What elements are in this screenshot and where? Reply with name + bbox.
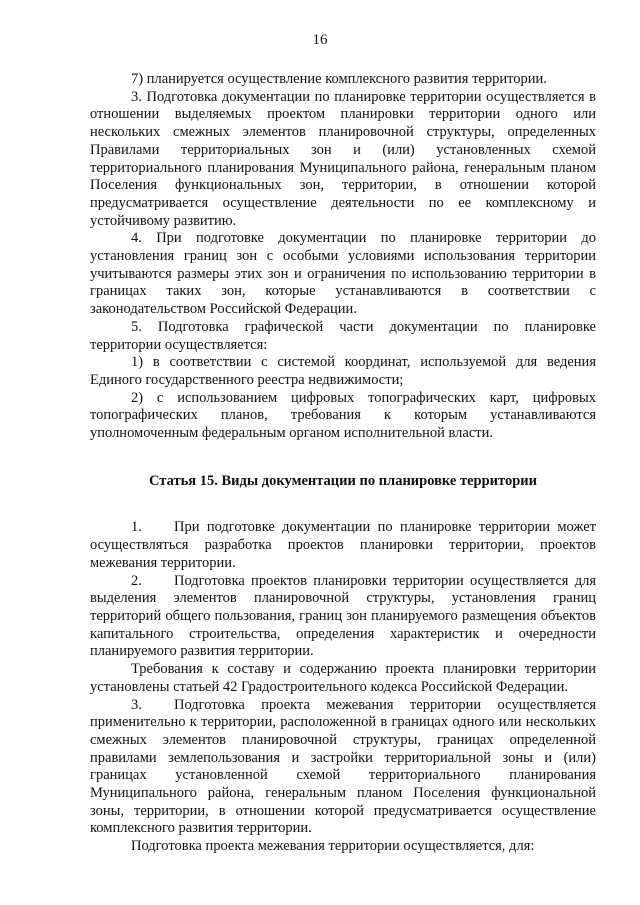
paragraph: 7) планируется осуществление комплексного развития территории. [131, 71, 547, 87]
paragraph: Подготовка проекта межевания территории осуществляется, для: [131, 838, 535, 855]
item-text: При подготовке документации по планировке территории может осуществляться разработка проектов планировки территории, проектов межевания территории. [90, 519, 596, 571]
page-number: 16 [312, 32, 328, 48]
numbered-paragraph [90, 519, 596, 572]
item-number: 3. [131, 696, 142, 713]
paragraph: 5. Подготовка графической части документации по планировке территории осуществляется: [90, 318, 596, 353]
numbered-paragraph [90, 697, 596, 839]
paragraph: 1) в соответствии с системой координат, используемой для ведения Единого государственного реестра недвижимости; [90, 354, 596, 388]
item-number: 1. [131, 519, 142, 536]
page-content [90, 71, 596, 856]
paragraph: 4. При подготовке документации по планировке территории до установления границ зон с особыми условиями использования территории учитываются размеры этих зон и ограничения по использованию территории в границах таких зон, которые устанавливаются в соответствии с законодательством Российской Федерации. [90, 230, 596, 318]
numbered-paragraph [90, 573, 596, 662]
item-text: Подготовка проекта межевания территории осуществляется применительно к территории, расположенной в границах одного или нескольких смежных элементов планировочной структуры, границах определенной правилами землепользования и застройки территориальной зоны и (или) границах установленной схемой территориального планирования Муниципального района, генеральным планом Поселения функциональной зоны, территории, в отношении которой предусматривается осуществление комплексного развития территории. [90, 696, 596, 837]
paragraph: 2) с использованием цифровых топографических карт, цифровых топографических планов, требования к которым устанавливаются уполномоченным федеральным органом исполнительной власти. [90, 389, 596, 442]
article-heading: Статья 15. Виды документации по планировке территории [149, 472, 537, 489]
item-number: 2. [131, 572, 142, 589]
paragraph: 3. Подготовка документации по планировке территории осуществляется в отношении выделяемых проектом планировки территории одного или нескольких смежных элементов планировочной структуры, определенных Правилами территориальных зон и (или) установленных схемой территориального планирования Муниципального района, генеральным планом Поселения функциональных зон, территории, в отношении которой предусматривается осуществление деятельности по ее комплексному и устойчивому развитию. [90, 88, 596, 229]
item-text: Подготовка проектов планировки территории осуществляется для выделения элементов планировочной структуры, установления границ территорий общего пользования, границ зон планируемого размещения объектов капитального строительства, определения характеристик и очередности планируемого развития территории. [90, 572, 596, 660]
paragraph: Требования к составу и содержанию проекта планировки территории установлены статьей 42 Градостроительного кодекса Российской Федерации. [90, 661, 596, 695]
